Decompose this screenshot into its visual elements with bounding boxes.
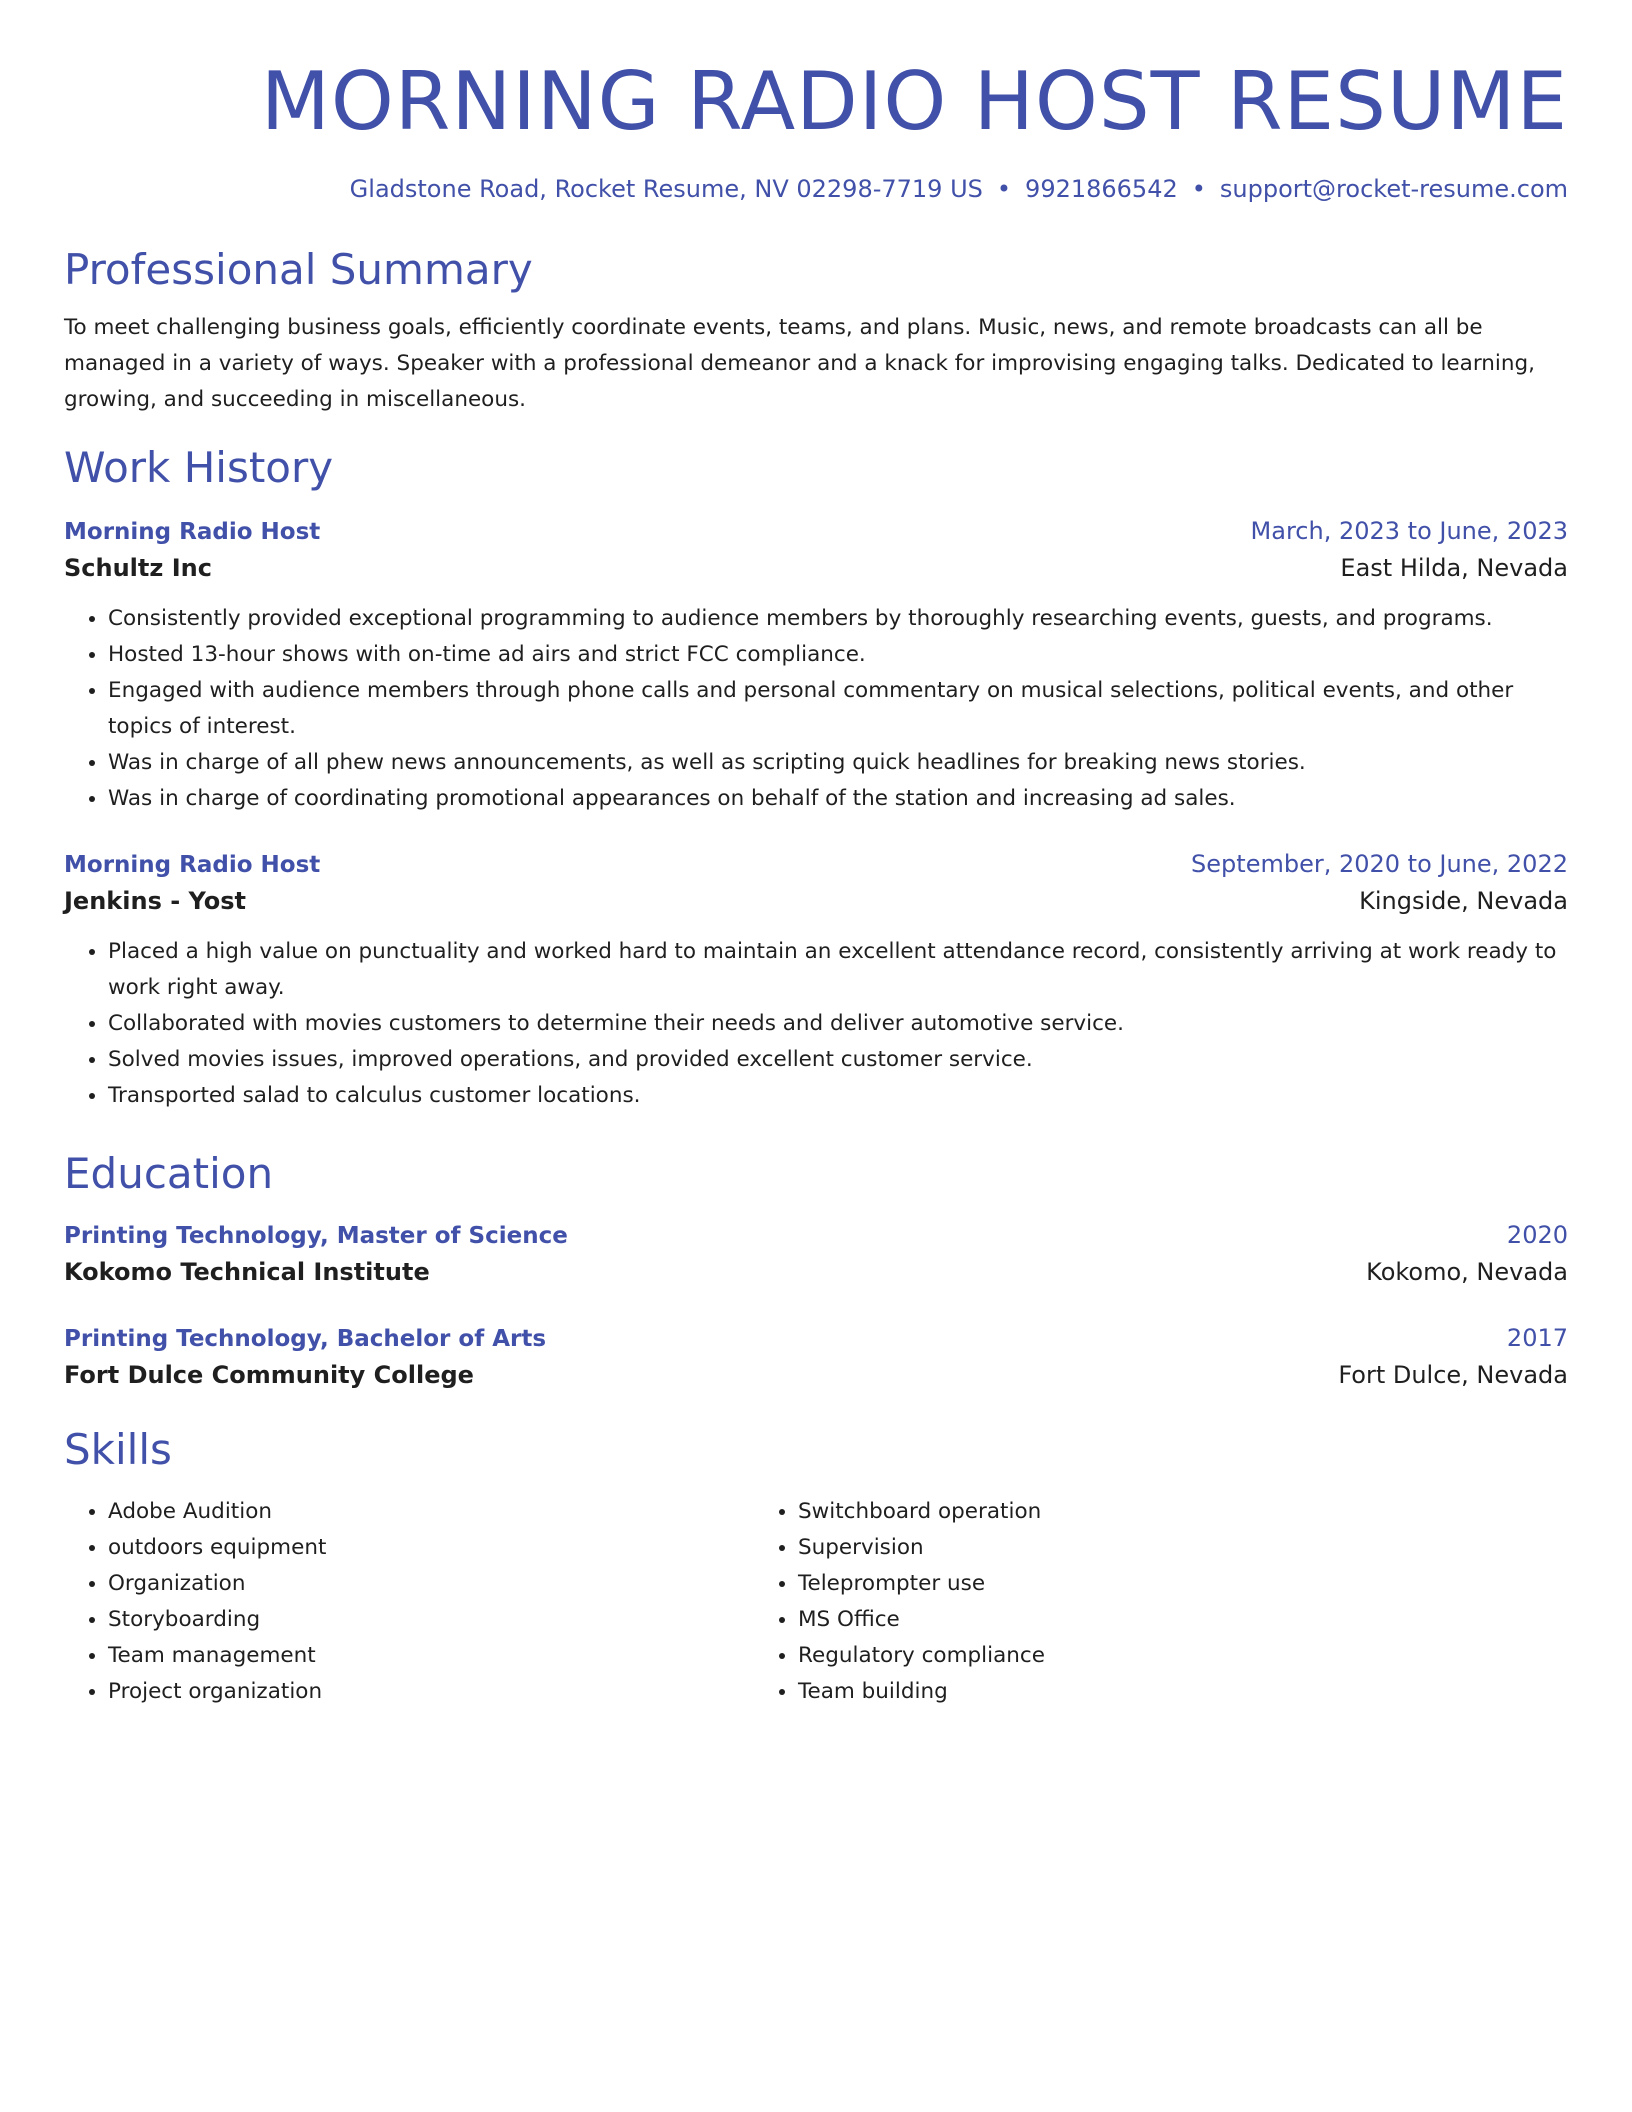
skill-item: • Team management (108, 1638, 754, 1674)
work-history-heading: Work History (64, 443, 334, 492)
job-bullet: • Was in charge of all phew news announcements, as well as scripting quick headlines for breaking news stories. (108, 745, 1568, 781)
job-entry (64, 514, 1568, 817)
job-bullet: • Solved movies issues, improved operations, and provided excellent customer service. (108, 1042, 1568, 1078)
contact-separator: • (996, 175, 1012, 203)
job-dates: March, 2023 to June, 2023 (1250, 517, 1568, 545)
job-location: Kingside, Nevada (1359, 887, 1568, 915)
contact-address: Gladstone Road, Rocket Resume, NV 02298-7719 US (349, 175, 983, 203)
skill-item: • Adobe Audition (108, 1494, 754, 1530)
job-bullets (64, 601, 1568, 817)
job-company-row (64, 882, 1568, 920)
skill-item: • Supervision (798, 1530, 1454, 1566)
education-degree: Printing Technology, Bachelor of Arts (64, 1326, 547, 1352)
resume-header (64, 52, 1568, 204)
job-bullet: • Placed a high value on punctuality and worked hard to maintain an excellent attendance record, consistently arriving at work ready to work right away. (108, 934, 1568, 1006)
skill-item: • MS Office (798, 1602, 1454, 1638)
job-bullet: • Was in charge of coordinating promotional appearances on behalf of the station and increasing ad sales. (108, 781, 1568, 817)
education-school: Kokomo Technical Institute (64, 1258, 430, 1286)
job-header-row (64, 847, 1568, 882)
education-year: 2017 (1506, 1324, 1568, 1352)
education-school-row (64, 1356, 1568, 1394)
education-school: Fort Dulce Community College (64, 1361, 474, 1389)
education-year: 2020 (1506, 1221, 1568, 1249)
skill-item: • outdoors equipment (108, 1530, 754, 1566)
job-location: East Hilda, Nevada (1340, 554, 1568, 582)
contact-email: support@rocket-resume.com (1219, 175, 1568, 203)
job-dates: September, 2020 to June, 2022 (1191, 850, 1568, 878)
skill-item: • Project organization (108, 1674, 754, 1710)
skills-list-right (754, 1494, 1454, 1710)
skill-item: • Team building (798, 1674, 1454, 1710)
education-degree: Printing Technology, Master of Science (64, 1223, 568, 1249)
summary-heading: Professional Summary (64, 245, 533, 294)
skill-item: • Switchboard operation (798, 1494, 1454, 1530)
skill-item: • Organization (108, 1566, 754, 1602)
education-header-row (64, 1218, 1568, 1253)
education-location: Kokomo, Nevada (1366, 1258, 1568, 1286)
skill-item: • Storyboarding (108, 1602, 754, 1638)
job-role: Morning Radio Host (64, 852, 321, 878)
education-entry (64, 1321, 1568, 1394)
skills-columns (64, 1494, 1568, 1710)
education-location: Fort Dulce, Nevada (1338, 1361, 1568, 1389)
job-bullet: • Engaged with audience members through phone calls and personal commentary on musical selections, political events, and other topics of interest. (108, 673, 1568, 745)
education-heading: Education (64, 1149, 274, 1198)
job-bullet: • Transported salad to calculus customer locations. (108, 1078, 1568, 1114)
skill-item: • Regulatory compliance (798, 1638, 1454, 1674)
job-company: Schultz Inc (64, 554, 212, 582)
skill-item: • Teleprompter use (798, 1566, 1454, 1602)
job-bullet: • Consistently provided exceptional programming to audience members by thoroughly researching events, guests, and programs. (108, 601, 1568, 637)
job-bullet: • Hosted 13-hour shows with on-time ad airs and strict FCC compliance. (108, 637, 1568, 673)
job-bullet: • Collaborated with movies customers to determine their needs and deliver automotive service. (108, 1006, 1568, 1042)
job-company: Jenkins - Yost (64, 887, 246, 915)
contact-line (64, 174, 1568, 204)
contact-separator: • (1191, 175, 1206, 203)
job-entry (64, 847, 1568, 1114)
job-header-row (64, 514, 1568, 549)
job-bullets (64, 934, 1568, 1114)
job-role: Morning Radio Host (64, 519, 321, 545)
education-header-row (64, 1321, 1568, 1356)
skills-list-left (64, 1494, 754, 1710)
skills-heading: Skills (64, 1425, 172, 1474)
job-company-row (64, 549, 1568, 587)
summary-text: To meet challenging business goals, efficiently coordinate events, teams, and plans. Music, news, and remote broadcasts can all be managed in a variety of ways. Speaker with a professional demeanor and a knack for improvising engaging talks. Dedicated to learning, growing, and succeeding in miscellaneous. (64, 315, 1535, 412)
resume-title: MORNING RADIO HOST RESUME (260, 55, 1568, 148)
education-entry (64, 1218, 1568, 1291)
education-school-row (64, 1253, 1568, 1291)
contact-phone: 9921866542 (1025, 175, 1178, 203)
